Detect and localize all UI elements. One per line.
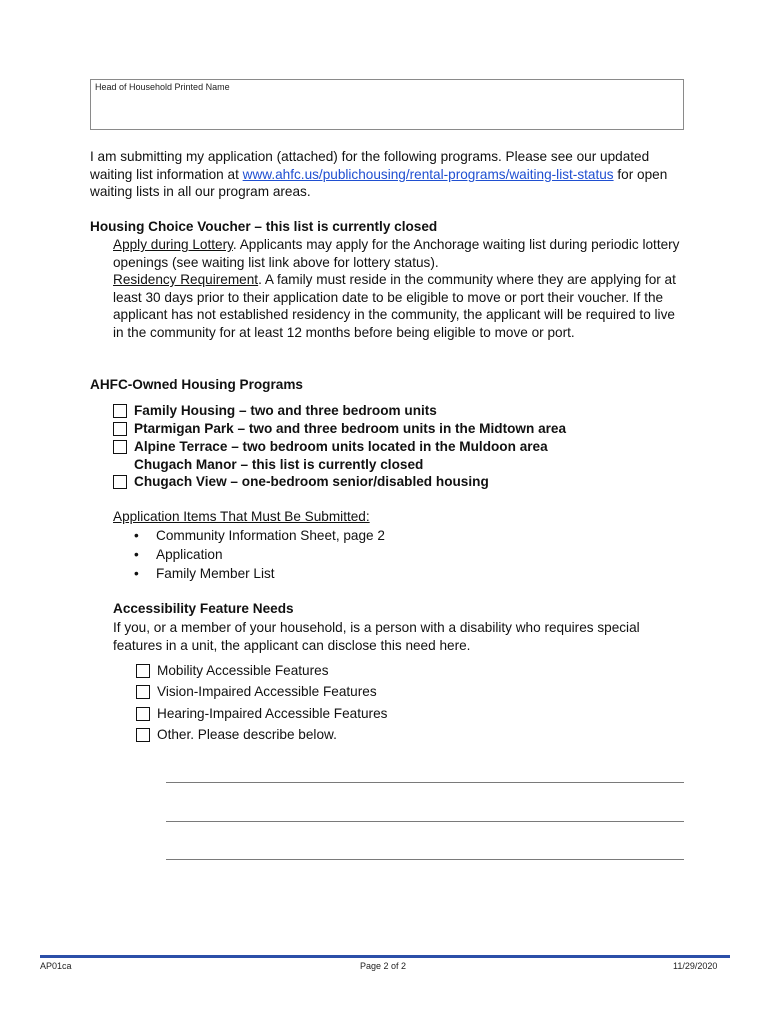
program-label: Alpine Terrace – two bedroom units located in the Muldoon area: [134, 439, 548, 454]
program-label: Ptarmigan Park – two and three bedroom units in the Midtown area: [134, 421, 567, 436]
hcv-residency-paragraph: [113, 271, 688, 341]
program-checkbox[interactable]: [113, 475, 127, 489]
list-item: • Family Member List: [134, 566, 275, 581]
access-label: Hearing-Impaired Accessible Features: [157, 706, 388, 721]
program-alpine-terrace: [113, 439, 548, 454]
form-code: AP01ca: [40, 961, 72, 971]
intro-text-end: for open waiting lists in all our program areas.: [90, 166, 668, 200]
access-option-vision: [136, 684, 377, 699]
hcv-lottery-paragraph: [113, 236, 688, 271]
access-label: Mobility Accessible Features: [157, 663, 329, 678]
head-of-household-name-field[interactable]: [90, 79, 684, 130]
program-label: Chugach Manor – this list is currently closed: [134, 457, 424, 472]
name-field-label: Head of Household Printed Name: [95, 82, 230, 92]
program-chugach-view: [113, 474, 489, 489]
footer-divider: [40, 955, 730, 958]
waiting-list-link[interactable]: www.ahfc.us/publichousing/rental-programs/waiting-list-status: [242, 166, 614, 182]
program-label: Chugach View – one-bedroom senior/disabled housing: [134, 474, 489, 489]
access-option-hearing: [136, 706, 387, 721]
access-option-other: [136, 727, 337, 742]
access-label: Other. Please describe below.: [157, 727, 337, 742]
access-checkbox[interactable]: [136, 685, 150, 699]
program-checkbox[interactable]: [113, 422, 127, 436]
program-ptarmigan-park: [113, 421, 566, 436]
access-checkbox[interactable]: [136, 664, 150, 678]
program-checkbox[interactable]: [113, 440, 127, 454]
form-date: 11/29/2020: [673, 961, 718, 971]
program-chugach-manor: [134, 457, 423, 472]
access-checkbox[interactable]: [136, 707, 150, 721]
residency-text: . A family must reside in the community where they are applying for at least 30 days prior to their application date to be eligible to move or port their voucher. If the applicant has not established residency in the community, the applicant will be required to live in the community for at least 12 months before being eligible to move or port.: [113, 272, 676, 340]
intro-text: I am submitting my application (attached) for the following programs. Please see our updated waiting list information at: [90, 149, 650, 182]
accessibility-heading: Accessibility Feature Needs: [113, 601, 294, 616]
access-option-mobility: [136, 663, 329, 678]
list-item: • Community Information Sheet, page 2: [134, 528, 385, 543]
lottery-label: Apply during Lottery: [113, 237, 233, 252]
page-number: Page 2 of 2: [360, 961, 407, 971]
list-item: • Application: [134, 547, 223, 562]
access-checkbox[interactable]: [136, 728, 150, 742]
lottery-text: . Applicants may apply for the Anchorage waiting list during periodic lottery openings (see waiting list link above for lottery status).: [113, 237, 680, 270]
description-line[interactable]: [166, 782, 684, 783]
accessibility-text: If you, or a member of your household, is a person with a disability who requires special features in a unit, the applicant can disclose this need here.: [113, 620, 640, 653]
access-label: Vision-Impaired Accessible Features: [157, 684, 377, 699]
hcv-heading: Housing Choice Voucher – this list is currently closed: [90, 219, 438, 234]
intro-paragraph: [90, 148, 690, 201]
residency-label: Residency Requirement: [113, 272, 259, 287]
ahfc-heading: AHFC-Owned Housing Programs: [90, 377, 303, 392]
items-heading: Application Items That Must Be Submitted:: [113, 509, 370, 524]
program-label: Family Housing – two and three bedroom units: [134, 403, 437, 418]
description-line[interactable]: [166, 821, 684, 822]
description-line[interactable]: [166, 859, 684, 860]
program-family-housing: [113, 403, 437, 418]
program-checkbox[interactable]: [113, 404, 127, 418]
